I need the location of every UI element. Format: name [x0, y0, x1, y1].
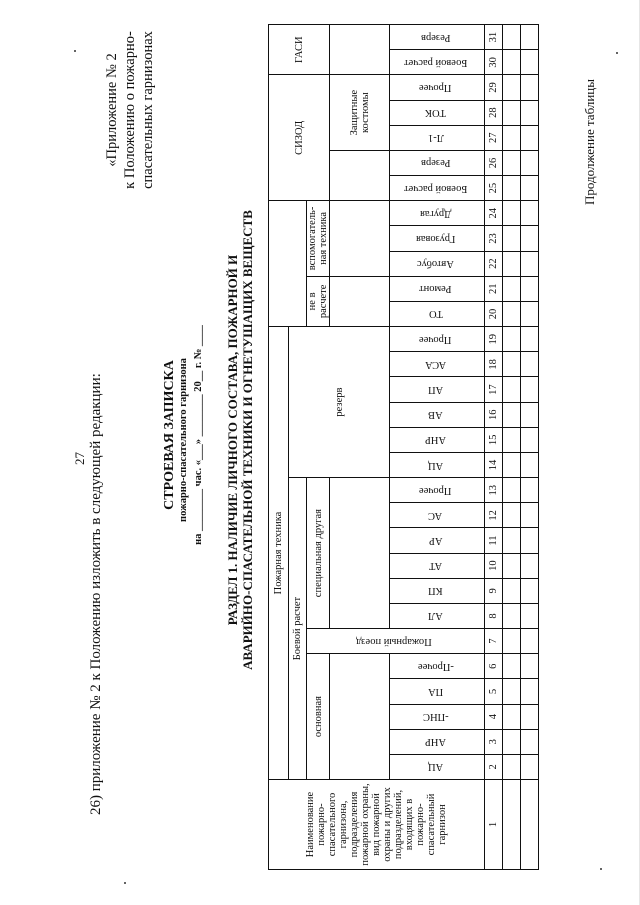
table-cell: [503, 226, 521, 251]
col-number: 19: [485, 327, 503, 352]
col-number: 9: [485, 578, 503, 603]
gasi-header: ГАСИ: [269, 25, 330, 75]
table-cell: [521, 402, 539, 427]
table-cell: [503, 478, 521, 503]
col-number: 27: [485, 125, 503, 150]
auxiliary-subgroup: [330, 201, 390, 277]
col-label-17: [390, 377, 485, 402]
fire-equipment-header: Пожарная техника: [269, 327, 289, 780]
col-label-text: ТОК: [425, 107, 446, 119]
table-row: [503, 25, 521, 870]
col-number: 22: [485, 251, 503, 276]
fire-train-label: Пожарный поезд: [356, 635, 432, 647]
col-number: 21: [485, 276, 503, 301]
table-cell: [503, 377, 521, 402]
not-in-crew-header: не в расчете: [307, 276, 330, 326]
table-cell: [503, 25, 521, 50]
col-number: 16: [485, 402, 503, 427]
col-number: 17: [485, 377, 503, 402]
col-label-text: КП: [428, 585, 443, 597]
col-label-12: [390, 503, 485, 528]
table-cell: [521, 528, 539, 553]
table-cell: [503, 150, 521, 175]
col-number: 25: [485, 176, 503, 201]
table-cell: [503, 603, 521, 628]
col-label-text: -ПНС: [422, 711, 449, 723]
col-number: 31: [485, 25, 503, 50]
scan-speck: [124, 882, 126, 884]
auxiliary-header: вспомогатель-ная техника: [307, 201, 330, 277]
table-cell: [503, 201, 521, 226]
table-cell: [521, 226, 539, 251]
col-number: 13: [485, 478, 503, 503]
table-cell: [521, 503, 539, 528]
gasi-subgroup: [330, 25, 390, 75]
col-label-15: [390, 427, 485, 452]
table-cell: [521, 327, 539, 352]
col-label-25: [390, 176, 485, 201]
col-label-14: [390, 452, 485, 477]
col-label-27: [390, 125, 485, 150]
table-cell: [503, 452, 521, 477]
table-cell: [521, 679, 539, 704]
col-number: 26: [485, 150, 503, 175]
scan-speck: [616, 52, 618, 54]
table-cell: [503, 503, 521, 528]
table-cell: [521, 251, 539, 276]
main-header: основная: [307, 654, 330, 780]
col-label-text: АВ: [428, 409, 443, 421]
table-cell: [503, 553, 521, 578]
col-label-text: АС: [428, 509, 443, 521]
table-cell: [521, 176, 539, 201]
special-other-header: специальная другая: [307, 478, 330, 629]
col-label-text: Прочее: [419, 333, 452, 345]
col-number: 20: [485, 301, 503, 326]
table-cell: [503, 276, 521, 301]
col-label-text: Прочее: [419, 81, 452, 93]
table-cell: [521, 352, 539, 377]
table-cell: [503, 654, 521, 679]
table-cell: [503, 528, 521, 553]
col-number: 18: [485, 352, 503, 377]
col-label-23: [390, 226, 485, 251]
name-header: Наименование пожарно-спасательного гарнизона, подразделения пожарной охраны, вид пожарной охраны и других подразделений, входящих в пожарно-спасательный гарнизон: [269, 780, 485, 870]
table-cell: [521, 427, 539, 452]
col-label-text: ПА: [427, 685, 444, 697]
report-subtitle: пожарно-спасательного гарнизона: [178, 358, 189, 522]
table-cell: [521, 301, 539, 326]
col-label-22: [390, 251, 485, 276]
table-cell: [503, 176, 521, 201]
col-number: 11: [485, 528, 503, 553]
scan-speck: [600, 868, 602, 870]
col-number: 12: [485, 503, 503, 528]
col-label-16: [390, 402, 485, 427]
table-cell: [521, 629, 539, 654]
table-cell: [503, 578, 521, 603]
appendix-line-1: «Приложение № 2: [104, 53, 120, 167]
col-number: 8: [485, 603, 503, 628]
combat-crew-header: Боевой расчет: [289, 478, 307, 780]
table-cell: [503, 50, 521, 75]
table-cell: [521, 578, 539, 603]
table-cell: [503, 780, 521, 870]
table-cell: [521, 25, 539, 50]
col-label-text: АЦ: [427, 761, 444, 773]
table-cell: [503, 679, 521, 704]
col-label-text: ТО: [428, 308, 443, 320]
col-label-24: [390, 201, 485, 226]
table-cell: [503, 75, 521, 100]
sizod-header: СИЗОД: [269, 75, 330, 201]
col-number: 14: [485, 452, 503, 477]
col-label-20: [390, 301, 485, 326]
col-number: 4: [485, 704, 503, 729]
table-cell: [521, 704, 539, 729]
table-cell: [521, 478, 539, 503]
col-label-text: АР: [428, 535, 443, 547]
col-label-2: [390, 754, 485, 779]
col-label-9: [390, 578, 485, 603]
col-number: 28: [485, 100, 503, 125]
table-cell: [521, 654, 539, 679]
col-label-21: [390, 276, 485, 301]
appendix-label: [103, 25, 157, 195]
appendix-line-2: к Положению о пожарно-: [122, 31, 138, 189]
section-title-line-2: АВАРИЙНО-СПАСАТЕЛЬНОЙ ТЕХНИКИ И ОГНЕТУШАЩИХ ВЕЩЕСТВ: [240, 210, 255, 670]
table-cell: [503, 729, 521, 754]
table-cell: [521, 50, 539, 75]
col-label-text: Л-1: [427, 132, 444, 144]
table-cell: [503, 327, 521, 352]
table-cell: [521, 100, 539, 125]
table-cell: [503, 352, 521, 377]
sizod-subgroup: [330, 150, 390, 200]
col-label-text: АНР: [424, 434, 446, 446]
table-cell: [521, 201, 539, 226]
col-number: 2: [485, 754, 503, 779]
col-label-18: [390, 352, 485, 377]
col-number: 6: [485, 654, 503, 679]
section-title-line-1: РАЗДЕЛ 1. НАЛИЧИЕ ЛИЧНОГО СОСТАВА, ПОЖАРНОЙ И: [225, 254, 240, 626]
col-label-19: [390, 327, 485, 352]
col-label-text: Резерв: [420, 31, 451, 43]
table-cell: [521, 780, 539, 870]
col-label-text: АЛ: [428, 610, 443, 622]
report-title: СТРОЕВАЯ ЗАПИСКА: [162, 360, 177, 510]
col-label-13: [390, 478, 485, 503]
spacer-header: [269, 201, 307, 327]
table-cell: [521, 377, 539, 402]
not-in-crew-subgroup: [330, 276, 390, 326]
col-label-text: Ремонт: [419, 283, 452, 295]
scan-speck: [74, 50, 76, 52]
col-label-26: [390, 150, 485, 175]
col-label-29: [390, 75, 485, 100]
col-number: 23: [485, 226, 503, 251]
col-label-4: [390, 704, 485, 729]
col-label-30: [390, 50, 485, 75]
table-cell: [521, 729, 539, 754]
col-label-text: -Прочее: [417, 660, 454, 672]
col-label-31: [390, 25, 485, 50]
col-label-6: [390, 654, 485, 679]
table-cell: [503, 754, 521, 779]
continuation-note: Продолжение таблицы: [582, 79, 597, 205]
number-row: [485, 25, 503, 870]
col-label-text: Автобус: [417, 258, 454, 270]
col-label-text: Боевой расчет: [403, 182, 468, 194]
col-label-11: [390, 528, 485, 553]
col-label-28: [390, 100, 485, 125]
col-label-text: Резерв: [420, 157, 451, 169]
table-cell: [503, 100, 521, 125]
col-number: 1: [485, 780, 503, 870]
table-cell: [521, 276, 539, 301]
fire-train-header: [307, 629, 485, 654]
table-cell: [521, 150, 539, 175]
table-cell: [503, 125, 521, 150]
col-number: 3: [485, 729, 503, 754]
table-cell: [521, 452, 539, 477]
col-label-text: Боевой расчет: [403, 56, 468, 68]
col-number: 7: [485, 629, 503, 654]
col-label-text: Грузовая: [415, 232, 456, 244]
report-date-line: на ________ час. «___» ________ 20__ г. № ____: [193, 325, 204, 545]
col-label-text: АП: [427, 384, 444, 396]
col-label-text: АСА: [424, 358, 447, 370]
table-cell: [503, 629, 521, 654]
col-number: 5: [485, 679, 503, 704]
table-cell: [521, 75, 539, 100]
col-label-text: АНР: [424, 736, 446, 748]
col-number: 30: [485, 50, 503, 75]
table-cell: [521, 125, 539, 150]
roster-table: [268, 24, 539, 870]
col-label-5: [390, 679, 485, 704]
table-cell: [503, 704, 521, 729]
col-label-10: [390, 553, 485, 578]
col-number: 10: [485, 553, 503, 578]
table-cell: [521, 603, 539, 628]
table-cell: [503, 427, 521, 452]
table-cell: [521, 754, 539, 779]
appendix-line-3: спасательных гарнизонах: [140, 31, 156, 189]
col-label-text: АЦ: [427, 459, 444, 471]
col-number: 15: [485, 427, 503, 452]
page-number: 27: [72, 452, 87, 465]
amendment-text: 26) приложение № 2 к Положению изложить в следующей редакции:: [88, 373, 104, 815]
table-row: [521, 25, 539, 870]
col-label-text: Другая: [419, 207, 452, 219]
main-subgroup: [330, 654, 390, 780]
special-subgroup: [330, 478, 390, 629]
table-cell: [503, 301, 521, 326]
col-number: 24: [485, 201, 503, 226]
table-cell: [503, 402, 521, 427]
table-cell: [503, 251, 521, 276]
col-label-text: Прочее: [419, 484, 452, 496]
table-cell: [521, 553, 539, 578]
col-label-3: [390, 729, 485, 754]
col-number: 29: [485, 75, 503, 100]
col-label-8: [390, 603, 485, 628]
protective-suits-header: Защитные костюмы: [330, 75, 390, 150]
reserve-header: резерв: [289, 327, 390, 478]
col-label-text: АТ: [428, 560, 443, 572]
